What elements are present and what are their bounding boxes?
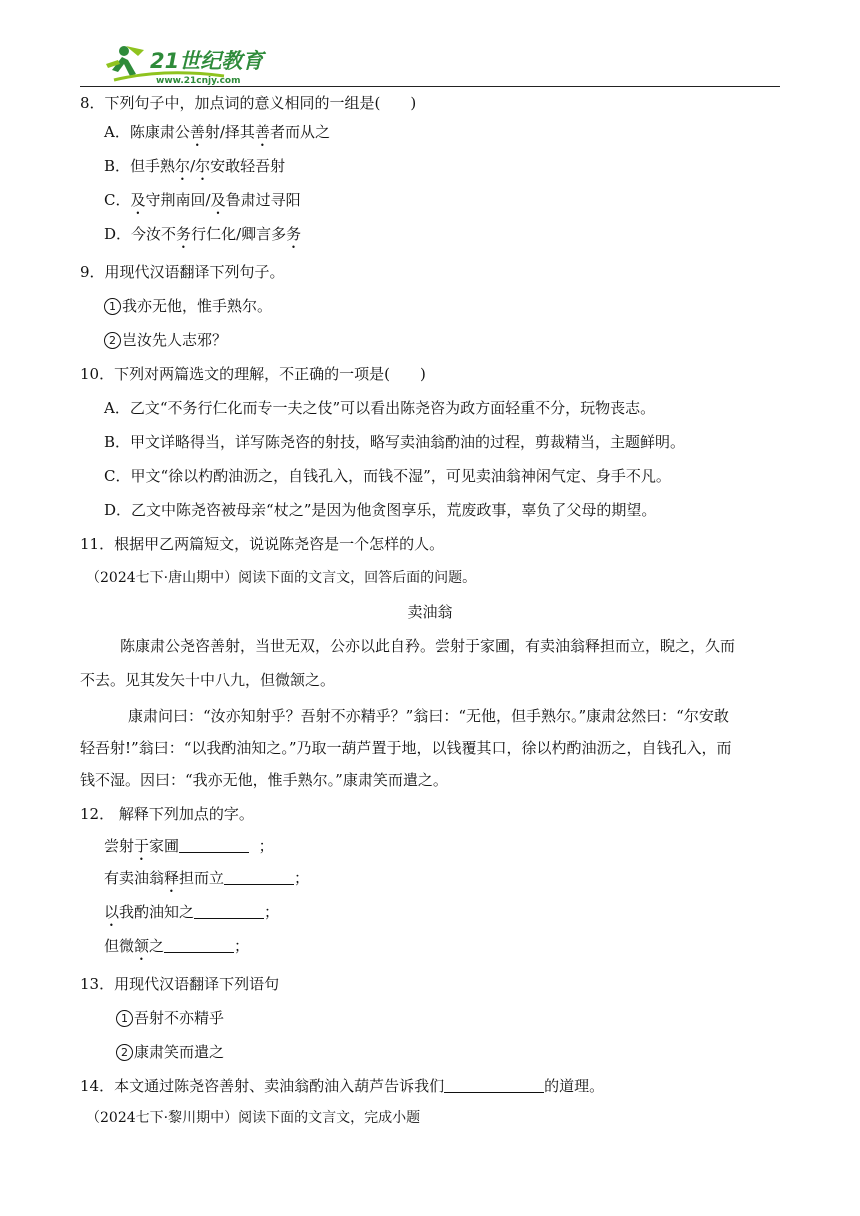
q14-stem: 14．本文通过陈尧咨善射、卖油翁酌油入葫芦告诉我们 的道理。 <box>80 1077 605 1095</box>
q8-option-a <box>104 122 330 150</box>
dotted-word: 释 <box>164 869 180 887</box>
circled-number: 1 <box>104 298 121 315</box>
text-segment: 之 <box>149 937 165 955</box>
text-segment: 陈康肃公 <box>129 123 190 141</box>
option-label: A． <box>104 123 130 141</box>
q9-item-1-text: 我亦无他，惟手熟尔。 <box>122 297 273 315</box>
logo-url: www.21cnjy.com <box>156 76 241 86</box>
text-segment: 尝射 <box>104 837 135 855</box>
option-label: D． <box>104 225 132 243</box>
q10-option-a: A．乙文“不务行仁化而专一夫之伎”可以看出陈尧咨为政方面轻重不分，玩物丧志。 <box>104 399 656 417</box>
text-segment: 担而立 <box>179 869 225 887</box>
text-segment: ； <box>264 903 280 921</box>
q12-item-4 <box>104 936 249 964</box>
q10-stem: 10．下列对两篇选文的理解，不正确的一项是( ) <box>80 365 426 383</box>
q9-stem: 9．用现代汉语翻译下列句子。 <box>80 263 285 281</box>
circled-number: 2 <box>116 1044 133 1061</box>
passage-line: 康肃问曰：“汝亦知射乎？吾射不亦精乎？”翁曰：“无他，但手熟尔。”康肃忿然曰：“尔安敢 <box>128 707 729 725</box>
q12-stem: 12． 解释下列加点的字。 <box>80 805 254 823</box>
q12-item-3 <box>104 902 279 930</box>
text-segment: 安敢轻吾射 <box>210 157 286 175</box>
text-segment: 但微 <box>104 937 135 955</box>
answer-blank[interactable] <box>164 937 234 953</box>
text-segment: / <box>190 157 196 175</box>
text-segment: 鲁肃过寻阳 <box>225 191 301 209</box>
q12-item-1 <box>104 836 274 864</box>
dotted-word: 及 <box>130 191 146 209</box>
q13-item-2 <box>116 1042 224 1062</box>
dotted-word: 以 <box>104 903 120 921</box>
q9-item-1 <box>104 296 272 316</box>
text-segment: ； <box>294 869 310 887</box>
text-segment: 者而从之 <box>269 123 330 141</box>
text-segment: 守荆南回/ <box>145 191 211 209</box>
q13-item-2-text: 康肃笑而遣之 <box>134 1043 225 1061</box>
source-note-1: （2024七下·唐山期中）阅读下面的文言文，回答后面的问题。 <box>86 570 477 586</box>
passage-line: 轻吾射!”翁曰：“以我酌油知之。”乃取一葫芦置于地，以钱覆其口，徐以杓酌油沥之，自钱孔入，而 <box>80 739 732 757</box>
q8-option-d <box>104 224 301 252</box>
passage-line: 不去。见其发矢十中八九，但微颔之。 <box>80 671 336 689</box>
text-segment: 射/择其 <box>204 123 255 141</box>
text-segment: 家圃 <box>149 837 180 855</box>
dotted-word: 尔 <box>195 157 211 175</box>
text-segment: 行仁化/卿言多 <box>191 225 287 243</box>
dotted-word: 善 <box>189 123 205 141</box>
passage-title: 卖油翁 <box>407 603 453 621</box>
text-segment: 但手熟 <box>130 157 176 175</box>
q9-item-2-text: 岂汝先人志邪？ <box>122 331 228 349</box>
dotted-word: 及 <box>210 191 226 209</box>
answer-blank[interactable] <box>194 903 264 919</box>
q13-stem: 13．用现代汉语翻译下列语句 <box>80 975 280 993</box>
text-segment: 今汝不 <box>131 225 177 243</box>
header-rule <box>80 86 780 87</box>
logo-text: 21世纪教育 <box>150 49 264 73</box>
q10-option-c: C．甲文“徐以杓酌油沥之，自钱孔入，而钱不湿”，可见卖油翁神闲气定、身手不凡。 <box>104 467 671 485</box>
q12-item-2 <box>104 868 309 896</box>
q13-item-1 <box>116 1008 224 1028</box>
circled-number: 1 <box>116 1010 133 1027</box>
option-label: B． <box>104 157 131 175</box>
answer-blank[interactable] <box>224 869 294 885</box>
dotted-word: 务 <box>286 225 302 243</box>
dotted-word: 尔 <box>175 157 191 175</box>
site-logo <box>104 42 269 86</box>
q8-stem: 8．下列句子中，加点词的意义相同的一组是( ) <box>80 94 417 112</box>
q8-option-b <box>104 156 285 184</box>
text-segment: ； <box>234 937 250 955</box>
answer-blank[interactable] <box>444 1077 544 1093</box>
q10-option-b: B．甲文详略得当，详写陈尧咨的射技，略写卖油翁酌油的过程，剪裁精当，主题鲜明。 <box>104 433 686 451</box>
text-segment: 我酌油知之 <box>119 903 195 921</box>
dotted-word: 颔 <box>134 937 150 955</box>
dotted-word: 善 <box>254 123 270 141</box>
q11-stem: 11．根据甲乙两篇短文，说说陈尧咨是一个怎样的人。 <box>80 535 445 553</box>
q8-option-c <box>104 190 301 218</box>
q13-item-1-text: 吾射不亦精乎 <box>134 1009 225 1027</box>
option-label: C． <box>104 191 131 209</box>
circled-number: 2 <box>104 332 121 349</box>
answer-blank[interactable] <box>179 837 249 853</box>
q9-item-2 <box>104 330 227 350</box>
source-note-2: （2024七下·黎川期中）阅读下面的文言文，完成小题 <box>86 1110 421 1126</box>
passage-line: 陈康肃公尧咨善射，当世无双，公亦以此自矜。尝射于家圃，有卖油翁释担而立，睨之，久而 <box>120 637 736 655</box>
text-segment: ； <box>249 837 274 855</box>
passage-line: 钱不湿。因曰：“我亦无他，惟手熟尔。”康肃笑而遣之。 <box>80 771 448 789</box>
dotted-word: 于 <box>134 837 150 855</box>
text-segment: 有卖油翁 <box>104 869 165 887</box>
q10-option-d: D．乙文中陈尧咨被母亲“杖之”是因为他贪图享乐，荒废政事，辜负了父母的期望。 <box>104 501 657 519</box>
dotted-word: 务 <box>176 225 192 243</box>
